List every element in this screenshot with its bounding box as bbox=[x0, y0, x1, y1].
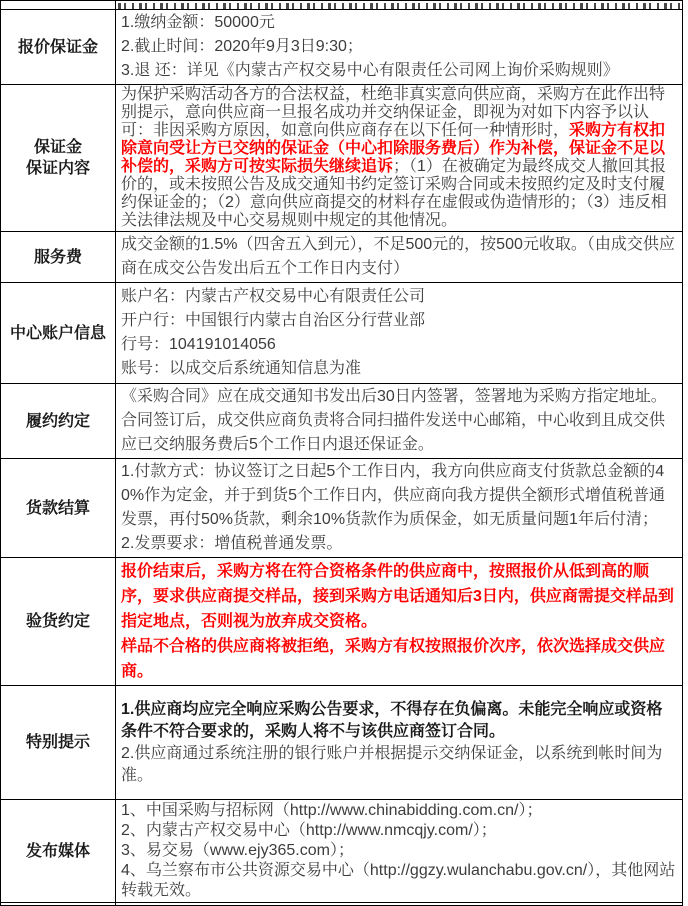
paragraph bbox=[121, 285, 678, 309]
row-content bbox=[116, 686, 683, 800]
row-content bbox=[116, 10, 683, 85]
row-label bbox=[1, 558, 116, 686]
paragraph bbox=[121, 357, 678, 381]
row-label bbox=[1, 85, 116, 232]
row-label-line: 货款结算 bbox=[25, 499, 90, 517]
text-run-red-bold: 报价结束后，采购方将在符合资格条件的供应商中，按照报价从低到高的顺序，要求供应商提交样品，接到采购方电话通知后3日内，供应商需提交样品到指定地点，否则视为放弃成交资格。 bbox=[121, 563, 674, 630]
row-label bbox=[1, 800, 116, 903]
paragraph bbox=[121, 559, 678, 634]
text-run: 《采购合同》应在成交通知书发出后30日内签署，签署地为采购方指定地址。合同签订后，成交供应商负责将合同扫描件发送中心邮箱，中心收到且成交供应已交纳服务费后5个工作日内退还保证金。 bbox=[121, 388, 667, 453]
row-label-line: 保证金 bbox=[33, 139, 82, 156]
text-run: 1、中国采购与招标网（http://www.chinabidding.com.cn/）； bbox=[121, 802, 543, 819]
table-row bbox=[1, 800, 683, 903]
row-label-line: 发布媒体 bbox=[25, 842, 90, 860]
row-label-line: 保证内容 bbox=[25, 160, 90, 177]
paragraph bbox=[121, 743, 678, 787]
row-label-line: 验货约定 bbox=[25, 613, 90, 630]
text-run: 2、内蒙古产权交易中心（http://www.nmcqjy.com/）； bbox=[121, 822, 497, 839]
table-row bbox=[1, 232, 683, 283]
table-row-clipped-bottom bbox=[1, 903, 683, 906]
table-row bbox=[1, 459, 683, 558]
paragraph bbox=[121, 86, 678, 230]
row-label bbox=[1, 686, 116, 800]
row-label-line: 报价保证金 bbox=[17, 38, 98, 56]
row-label bbox=[1, 283, 116, 384]
paragraph bbox=[121, 233, 678, 281]
row-content bbox=[116, 558, 683, 686]
paragraph bbox=[121, 841, 678, 861]
row-content bbox=[116, 232, 683, 283]
text-run: 账户名：内蒙古产权交易中心有限责任公司 bbox=[121, 288, 426, 305]
row-content bbox=[116, 903, 683, 906]
row-label bbox=[1, 10, 116, 85]
text-run-bold: 1.供应商均应完全响应采购公告要求，不得存在负偏离。未能完全响应或资格条件不符合要求的，采购人将不与该供应商签订合同。 bbox=[121, 700, 663, 740]
row-content bbox=[116, 800, 683, 903]
paragraph bbox=[121, 699, 678, 743]
paragraph bbox=[121, 309, 678, 333]
table-body bbox=[1, 1, 683, 906]
text-run: 3、易交易（www.ejy365.com）； bbox=[121, 842, 354, 859]
table-row bbox=[1, 85, 683, 232]
paragraph bbox=[121, 821, 678, 841]
row-label bbox=[1, 232, 116, 283]
text-run: 2.发票要求：增值税普通发票。 bbox=[121, 535, 343, 552]
row-content bbox=[116, 459, 683, 558]
row-label bbox=[1, 384, 116, 459]
text-run: 2.供应商通过系统注册的银行账户并根据提示交纳保证金，以系统到帐时间为准。 bbox=[121, 744, 663, 784]
clipped-text-fragment bbox=[118, 3, 680, 9]
paragraph bbox=[121, 59, 678, 83]
row-content bbox=[116, 85, 683, 232]
paragraph bbox=[121, 35, 678, 59]
row-content bbox=[116, 384, 683, 459]
row-label bbox=[1, 459, 116, 558]
row-label bbox=[1, 903, 116, 906]
text-run: 开户行：中国银行内蒙古自治区分行营业部 bbox=[121, 312, 426, 329]
row-content bbox=[116, 1, 683, 10]
table-row-clipped-top bbox=[1, 1, 683, 10]
paragraph bbox=[121, 801, 678, 821]
table-row bbox=[1, 283, 683, 384]
paragraph bbox=[121, 460, 678, 532]
table-row bbox=[1, 10, 683, 85]
text-run-red-bold: 样品不合格的供应商将被拒绝，采购方有权按照报价次序，依次选择成交供应商。 bbox=[121, 638, 666, 680]
text-run: 为保护采购活动各方的合法权益，杜绝非真实意向供应商，采购方在此作出特别提示，意向供应商一旦报名成功并交纳保证金，即视为对如下内容予以认可：非因采购方原因，如意向供应商存在以下任何一种情形时， bbox=[121, 86, 666, 139]
paragraph bbox=[121, 385, 678, 457]
row-label-line: 服务费 bbox=[33, 248, 82, 266]
paragraph bbox=[121, 333, 678, 357]
text-run: 账号：以成交后系统通知信息为准 bbox=[121, 360, 362, 377]
text-run: 3.退 还：详见《内蒙古产权交易中心有限责任公司网上询价采购规则》 bbox=[121, 62, 619, 79]
text-run-red-bold: 采购方有权扣除意向受让方已交纳的保证金（中心扣除服务费后）作为补偿，保证金不足以补偿的，采购方可按实际损失继续追诉 bbox=[121, 122, 666, 175]
paragraph bbox=[121, 532, 678, 556]
row-label-line: 中心账户信息 bbox=[9, 324, 106, 342]
paragraph bbox=[121, 861, 678, 901]
text-run: 行号：104191014056 bbox=[121, 336, 276, 353]
text-run: 成交金额的1.5%（四舍五入到元），不足500元的，按500元收取。（由成交供应商在成交公告发出后五个工作日内支付） bbox=[121, 236, 675, 277]
text-run: 1.缴纳金额：50000元 bbox=[121, 14, 275, 31]
table-row bbox=[1, 384, 683, 459]
row-label bbox=[1, 1, 116, 10]
text-run: 2.截止时间：2020年9月3日9:30； bbox=[121, 38, 363, 55]
text-run: 4、乌兰察布市公共资源交易中心（http://ggzy.wulanchabu.gov.cn/），其他网站转载无效。 bbox=[121, 862, 676, 899]
table-row bbox=[1, 686, 683, 800]
text-run: 1.付款方式：协议签订之日起5个工作日内，我方向供应商支付货款总金额的40%作为定金，并于到货5个工作日内，供应商向我方提供全额形式增值税普通发票，再付50%货款，剩余10%货款作为质保金，如无质量问题1年后付清； bbox=[121, 463, 666, 528]
row-content bbox=[116, 283, 683, 384]
table-row bbox=[1, 558, 683, 686]
paragraph bbox=[121, 11, 678, 35]
paragraph bbox=[121, 634, 678, 684]
text-run: ；（1）在被确定为最终成交人撤回其报价的，或未按照公告及成交通知书约定签订采购合同或未按照约定及时支付履约保证金的；（2）意向供应商提交的材料存在虚假或伪造情形的；（3）违反相关法律法规及中心交易规则中规定的其他情况。 bbox=[121, 158, 667, 229]
row-label-line: 履约约定 bbox=[25, 412, 90, 430]
row-label-line: 特别提示 bbox=[25, 734, 90, 751]
